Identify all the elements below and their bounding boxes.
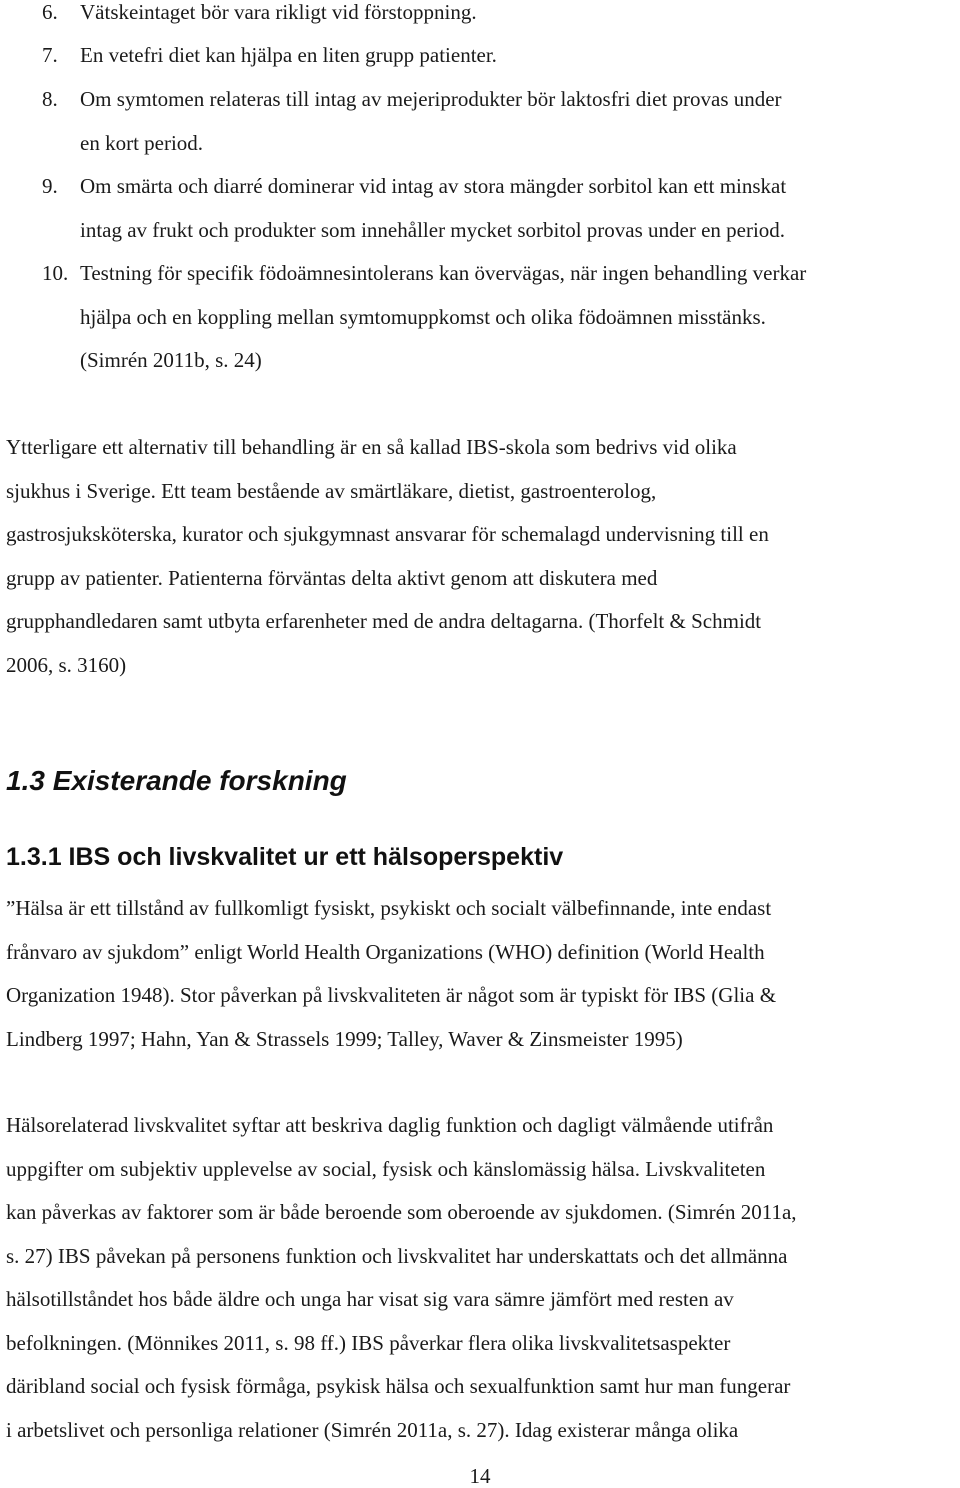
paragraph-line: grupphandledaren samt utbyta erfarenheter med de andra deltagarna. (Thorfelt & Schmidt [6,609,762,633]
list-item-number: 8. [42,87,58,111]
paragraph-line: Lindberg 1997; Hahn, Yan & Strassels 1999; Talley, Waver & Zinsmeister 1995) [6,1026,683,1051]
paragraph-line: uppgifter om subjektiv upplevelse av social, fysisk och känslomässig hälsa. Livskvaliteten [6,1156,766,1181]
paragraph-who [6,887,954,1061]
paragraph-line: Ytterligare ett alternativ till behandling är en så kallad IBS-skola som bedrivs vid olika [6,435,737,459]
paragraph-line: s. 27) IBS påvekan på personens funktion och livskvalitet har underskattats och det allmänna [6,1243,788,1268]
list-item-line: Vätskeintaget bör vara rikligt vid förstoppning. [80,0,477,24]
paragraph-line: frånvaro av sjukdom” enligt World Health Organizations (WHO) definition (World Health [6,939,765,964]
list-item-line: Om smärta och diarré dominerar vid intag av stora mängder sorbitol kan ett minskat [80,174,787,198]
list-item-number: 6. [42,0,58,24]
list-item-number: 10. [42,261,69,285]
paragraph-line: i arbetslivet och personliga relationer (Simrén 2011a, s. 27). Idag existerar många olika [6,1417,739,1442]
paragraph-line: hälsotillståndet hos både äldre och unga har visat sig vara sämre jämfört med resten av [6,1287,734,1311]
paragraph-line: gastrosjuksköterska, kurator och sjukgymnast ansvarar för schemalagd undervisning till en [6,522,769,546]
list-item-line: en kort period. [80,130,204,155]
list-item-line: (Simrén 2011b, s. 24) [80,348,262,372]
paragraph-line: sjukhus i Sverige. Ett team bestående av smärtläkare, dietist, gastroenterolog, [6,478,657,503]
list-item-number: 7. [42,43,58,67]
list-item-line: En vetefri diet kan hjälpa en liten grupp patienter. [80,43,497,67]
paragraph-line: Hälsorelaterad livskvalitet syftar att beskriva daglig funktion och dagligt välmående utifrån [6,1113,774,1137]
paragraph-line: 2006, s. 3160) [6,652,127,677]
paragraph-line: kan påverkas av faktorer som är både beroende som oberoende av sjukdomen. (Simrén 2011a, [6,1200,797,1224]
paragraph-line: däribland social och fysisk förmåga, psykisk hälsa och sexualfunktion samt hur man fungerar [6,1374,791,1398]
paragraph-line: grupp av patienter. Patienterna förväntas delta aktivt genom att diskutera med [6,565,658,590]
subsection-heading: 1.3.1 IBS och livskvalitet ur ett hälsoperspektiv [6,843,564,871]
paragraph-line: befolkningen. (Mönnikes 2011, s. 98 ff.) IBS påverkar flera olika livskvalitetsaspekter [6,1330,731,1355]
paragraph-line: ”Hälsa är ett tillstånd av fullkomligt fysiskt, psykiskt och socialt välbefinnande, inte endast [6,896,772,920]
page-number: 14 [469,1464,491,1488]
list-item-line: hjälpa och en koppling mellan symtomuppkomst och olika födoämnen misstänks. [80,304,766,329]
list-item-number: 9. [42,174,58,198]
list-item-line: Testning för specifik födoämnesintolerans kan övervägas, när ingen behandling verkar [80,261,807,285]
section-heading: 1.3 Existerande forskning [6,765,347,796]
paragraph-hrqol [6,1104,954,1452]
paragraph-ibs-school [6,426,954,687]
list-item-line: intag av frukt och produkter som innehåller mycket sorbitol provas under en period. [80,217,786,242]
paragraph-line: Organization 1948). Stor påverkan på livskvaliteten är något som är typiskt för IBS (Glia & [6,983,777,1007]
list-item-line: Om symtomen relateras till intag av mejeriprodukter bör laktosfri diet provas under [80,87,782,111]
